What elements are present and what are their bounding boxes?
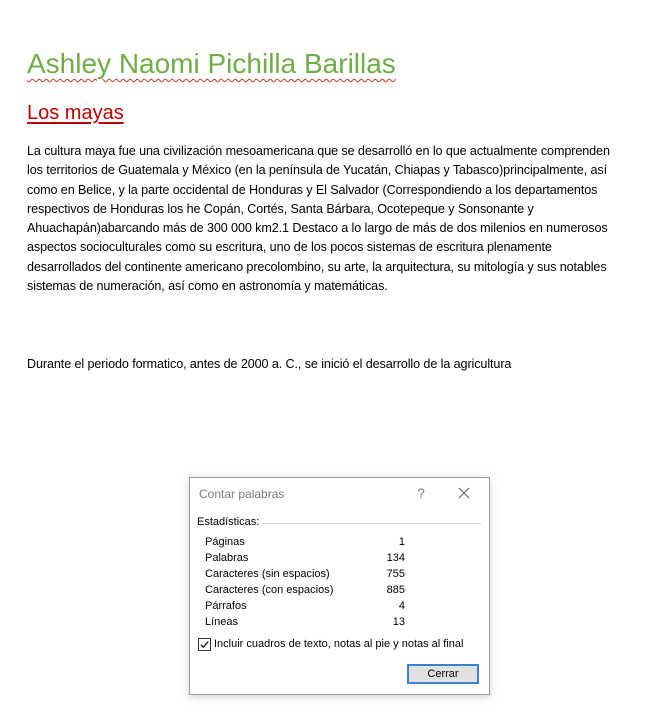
stat-row xyxy=(205,566,405,582)
statistics-label: Estadísticas: xyxy=(197,516,260,528)
close-icon[interactable] xyxy=(456,485,472,501)
stat-value: 755 xyxy=(386,568,405,580)
stat-value: 4 xyxy=(398,600,405,612)
word-count-dialog xyxy=(189,477,490,695)
stat-label: Palabras xyxy=(205,552,249,564)
stat-row xyxy=(205,598,405,614)
include-textboxes-checkbox[interactable] xyxy=(198,638,211,651)
statistics-list xyxy=(205,534,405,630)
stat-label: Líneas xyxy=(205,616,239,628)
stat-row xyxy=(205,534,405,550)
document-title[interactable]: Ashley Naomi Pichilla Barillas xyxy=(27,48,396,79)
dialog-titlebar[interactable] xyxy=(190,478,489,510)
question-mark-icon[interactable]: ? xyxy=(417,485,425,501)
stat-value: 1 xyxy=(398,536,405,548)
stat-label: Caracteres (con espacios) xyxy=(205,584,334,596)
stat-label: Párrafos xyxy=(205,600,247,612)
stat-row xyxy=(205,614,405,630)
stat-row xyxy=(205,550,405,566)
dialog-title: Contar palabras xyxy=(199,487,285,501)
body-paragraph[interactable]: La cultura maya fue una civilización mesoamericana que se desarrolló en lo que actualmente comprenden los territorios de Guatemala y México (en la península de Yucatán, Chiapas y Tabasco)principalmente, así como en Belice, y la parte occidental de Honduras y El Salvador (Correspondiendo a los departamentos respectivos de Honduras los he Copán, Cortés, Santa Bárbara, Ocotepeque y Sonsonante y Ahuachapán)abarcando más de 300 000 km2.1 Destaco a lo largo de más de dos milenios en numerosos aspectos socioculturales como su escritura, uno de los pocos sistemas de escritura plenamente desarrollados del continente americano precolombino, su arte, la arquitectura, su mitología y sus notables sistemas de numeración, así como en astronomía y matemáticas. xyxy=(27,144,610,294)
close-button[interactable]: Cerrar xyxy=(407,664,479,684)
document-heading[interactable]: Los mayas xyxy=(27,102,124,124)
checkmark-icon xyxy=(199,639,210,650)
stat-value: 13 xyxy=(392,616,405,628)
stat-row xyxy=(205,582,405,598)
body-paragraph[interactable]: Durante el periodo formatico, antes de 2000 a. C., se inició el desarrollo de la agricultura xyxy=(27,357,512,371)
stat-label: Páginas xyxy=(205,536,245,548)
stat-value: 885 xyxy=(386,584,405,596)
include-textboxes-label[interactable]: Incluir cuadros de texto, notas al pie y notas al final xyxy=(214,638,464,650)
section-divider xyxy=(263,523,481,524)
stat-label: Caracteres (sin espacios) xyxy=(205,568,330,580)
stat-value: 134 xyxy=(386,552,405,564)
